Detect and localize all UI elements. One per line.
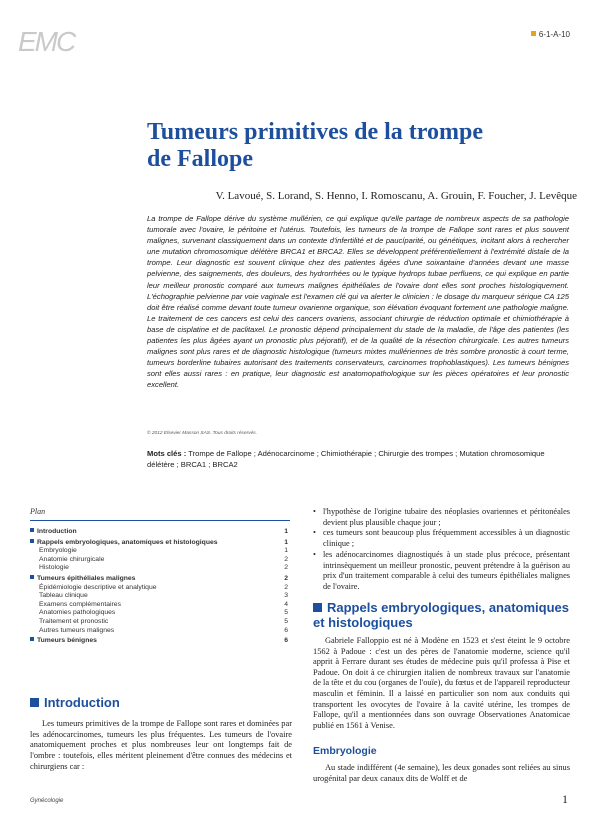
article-title-line2: de Fallope: [147, 146, 253, 172]
rappels-text: Gabriele Falloppio est né à Modène en 1523 et s'est éteint le 9 octobre 1562 à Padoue : c'est un des pères de l'anatomie moderne, science qu'il apprit à Ferrare durant ses études de médecine puis qu'il professa à Pise et Padoue. On doit à ce chirurgien italien de nombreux travaux sur l'anatomie de la tête et du cou (organes de l'ouïe), du fœtus et de l'appareil reproducteur masculin et féminin. Il a laissé en particulier son nom aux conduits qui transportent les ovocytes de l'ovaire à la cavité utérine, les trompes de Fallope, qu'il a mentionnées dans son ouvrage Observationes Anatomicae publié en 1561 à Venise.: [313, 636, 570, 730]
plan-item[interactable]: Autres tumeurs malignes 6: [39, 626, 288, 634]
plan-item[interactable]: Traitement et pronostic 5: [39, 617, 288, 625]
copyright: © 2012 Elsevier Masson SAS. Tous droits réservés.: [147, 431, 258, 436]
embryologie-heading: Embryologie: [313, 745, 377, 757]
plan-item[interactable]: Tumeurs épithéliales malignes 2: [30, 575, 290, 584]
footer-journal: Gynécologie: [30, 798, 64, 804]
keywords-list: Trompe de Fallope ; Adénocarcinome ; Chimiothérapie ; Chirurgie des trompes ; Mutation chromosomique délétère ; BRCA1 ; BRCA2: [147, 449, 545, 469]
plan-item[interactable]: Rappels embryologiques, anatomiques et histologiques 1: [30, 539, 290, 548]
article-title-line1: Tumeurs primitives de la trompe: [147, 119, 483, 145]
plan-item[interactable]: Anatomies pathologiques 5: [39, 609, 288, 617]
introduction-text: Les tumeurs primitives de la trompe de Fallope sont rares et dominées par les adénocarcinomes, tumeurs les plus fréquentes. Les tumeurs de l'ovaire anatomiquement proches et plus nombreuses leur ont longtemps fait de l'ombre : toutefois, elles méritent pleinement d'être connues des médecins et chirurgiens car :: [30, 719, 292, 771]
reference-code-text: 6-1-A-10: [538, 30, 570, 39]
right-column-bullets: [313, 507, 570, 593]
plan-item[interactable]: Embryologie 1: [39, 547, 288, 555]
plan-bullet-icon: [30, 637, 34, 641]
bullet-item: • les adénocarcinomes diagnostiqués à un stade plus précoce, présentant intrinsèquement un meilleur pronostic, peuvent prétendre à la guérison au prix d'un traitement comparable à celui des tumeurs épithéliales malignes de l'ovaire.: [313, 550, 570, 593]
keywords-label: Mots clés :: [147, 449, 187, 458]
embryologie-text: Au stade indifférent (4e semaine), les deux gonades sont reliées au sinus urogénital par deux canaux dits de Wolff et de: [313, 763, 570, 783]
plan-item[interactable]: Tableau clinique 3: [39, 592, 288, 600]
plan-item[interactable]: Examens complémentaires 4: [39, 600, 288, 608]
reference-code: [531, 30, 570, 39]
plan-item[interactable]: Introduction 1: [30, 528, 290, 537]
plan-item[interactable]: Histologie 2: [39, 564, 288, 572]
plan-box: [30, 505, 290, 646]
plan-bullet-icon: [30, 539, 34, 543]
section-square-icon: [313, 603, 322, 612]
page-number: 1: [562, 792, 568, 806]
plan-item[interactable]: Épidémiologie descriptive et analytique 2: [39, 583, 288, 591]
plan-title: Plan: [30, 505, 290, 521]
bullet-item: • ces tumeurs sont beaucoup plus fréquemment accessibles à un diagnostic clinique ;: [313, 528, 570, 549]
keywords: [147, 448, 569, 470]
introduction-heading: Introduction: [30, 695, 120, 710]
emc-logo-text: EMC: [18, 26, 75, 57]
authors: V. Lavoué, S. Lorand, S. Henno, I. Romoscanu, A. Grouin, F. Foucher, J. Levêque: [215, 190, 577, 202]
section-square-icon: [30, 698, 39, 707]
plan-bullet-icon: [30, 575, 34, 579]
plan-item[interactable]: Anatomie chirurgicale 2: [39, 555, 288, 563]
rappels-heading: Rappels embryologiques, anatomiques et histologiques: [313, 600, 569, 630]
article-title: [147, 119, 567, 173]
abstract: La trompe de Fallope dérive du système mullérien, ce qui explique qu'elle partage de nombreux aspects de sa pathologie tumorale avec l'ovaire, le péritoine et l'utérus. Toutefois, les tumeurs de la trompe de Fallope sont rares et plus souvent malignes, survenant classiquement dans un contexte d'infertilité et de paucíparité, ou génétiques, incitant alors à rechercher une mutation chromosomique délétère BRCA1 et BRCA2. Elles se développent préférentiellement à l'extrémité distale de la trompe. Leur diagnostic est souvent clinique chez des patientes âgées d'une soixantaine d'années devant une masse pelvienne, des saignements, des douleurs, des hydrorrhées ou le typique hydrops tubae perfluens, ce qui explique en partie leur meilleur pronostic comparé aux tumeurs malignes épithéliales de l'ovaire dont elles sont proches histologiquement. L'échographie pelvienne par voie vaginale est l'examen clé qui va alerter le clinicien : le dosage du marqueur sérique CA 125 doit être réalisé comme devant toute tumeur ovarienne organique, son élévation évoquant fortement une pathologie maligne. Le traitement de ces cancers est celui des cancers ovariens, associant chirurgie de réduction optimale et chimiothérapie à base de cisplatine et de paclitaxel. Le pronostic dépend principalement du stade de la maladie, de l'âge des patientes (les patientes les plus âgées ayant un pronostic plus péjoratif), et de la qualité de la résection chirurgicale. Les autres tumeurs malignes sont plus rares et de diagnostic histologique (tumeurs mixtes mullériennes de très sombre pronostic à court terme, tumeurs borderline tubaires autorisant des traitements conservateurs, carcinomes trophoblastiques). Les tumeurs bénignes sont elles aussi rares : en pratique, leur diagnostic est anatomopathologique sur les pièces opératoires et leur pronostic excellent.: [147, 214, 569, 390]
bullet-item: • l'hypothèse de l'origine tubaire des néoplasies ovariennes et péritonéales devient plus plausible chaque jour ;: [313, 507, 570, 528]
reference-marker-icon: [531, 31, 536, 36]
plan-list: [30, 528, 290, 646]
plan-bullet-icon: [30, 528, 34, 532]
emc-logo: [18, 26, 76, 58]
plan-item[interactable]: Tumeurs bénignes 6: [30, 637, 290, 646]
